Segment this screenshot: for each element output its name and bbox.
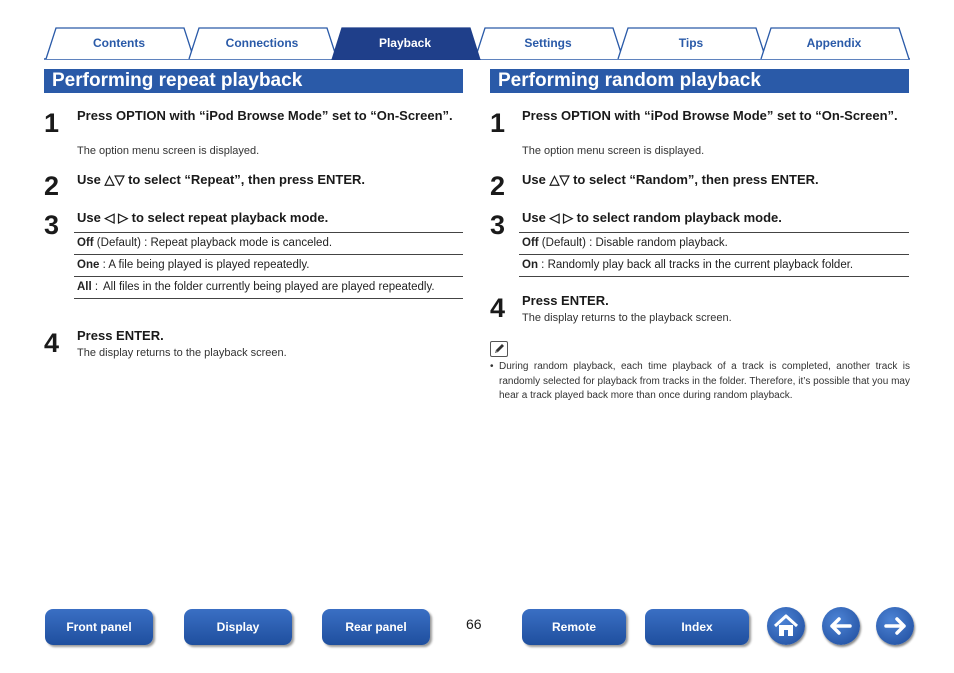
step-description: The option menu screen is displayed.	[522, 145, 705, 157]
step-title: Use △▽ to select “Random”, then press ENTER.	[522, 172, 819, 187]
step-number: 4	[44, 328, 60, 358]
table-row	[74, 233, 463, 255]
back-arrow-icon	[822, 607, 860, 645]
step-title: Press ENTER.	[77, 328, 164, 343]
table-row	[74, 255, 463, 277]
step-number: 2	[490, 171, 506, 201]
option-key: All	[77, 281, 92, 293]
tab-playback[interactable]: Playback	[378, 36, 432, 50]
page-number: 66	[466, 616, 482, 632]
option-key: On	[522, 259, 538, 271]
option-key: One	[77, 259, 100, 271]
option-text: (Default) : Repeat playback mode is canceled.	[93, 237, 333, 249]
option-text: : Randomly play back all tracks in the current playback folder.	[537, 259, 854, 271]
step-number: 4	[490, 293, 506, 323]
tab-tips[interactable]: Tips	[678, 36, 704, 50]
note-bullet: •	[490, 361, 494, 372]
rear-panel-button[interactable]: Rear panel	[322, 609, 430, 645]
section-title-repeat: Performing repeat playback	[44, 69, 463, 93]
option-key: Off	[77, 237, 94, 249]
forward-button[interactable]	[876, 607, 914, 645]
tab-connections[interactable]: Connections	[225, 36, 299, 50]
step-number: 3	[490, 210, 506, 240]
step-title: Press ENTER.	[522, 293, 609, 308]
random-options-table	[519, 232, 909, 277]
step-title: Use ◁ ▷ to select repeat playback mode.	[77, 210, 329, 225]
step-number: 1	[44, 108, 60, 138]
step-title: Press OPTION with “iPod Browse Mode” set to “On-Screen”.	[77, 108, 453, 123]
forward-arrow-icon	[876, 607, 914, 645]
step-number: 2	[44, 171, 60, 201]
option-text: All files in the folder currently being played are played repeatedly.	[101, 277, 463, 299]
note-text: During random playback, each time playback of a track is completed, another track is randomly selected for playback from tracks in the folder. Therefore, it’s possible that you may hear a track played back more than once during random playback.	[499, 361, 910, 401]
option-text: (Default) : Disable random playback.	[538, 237, 728, 249]
back-button[interactable]	[822, 607, 860, 645]
tab-contents[interactable]: Contents	[93, 36, 145, 50]
home-icon	[767, 607, 805, 645]
step-description: The option menu screen is displayed.	[77, 145, 260, 157]
option-key: Off	[522, 237, 539, 249]
step-description: The display returns to the playback screen.	[522, 312, 732, 324]
table-row	[74, 277, 463, 299]
option-text: : A file being played is played repeatedly.	[99, 259, 310, 271]
display-button[interactable]: Display	[184, 609, 292, 645]
step-title: Press OPTION with “iPod Browse Mode” set to “On-Screen”.	[522, 108, 898, 123]
step-number: 3	[44, 210, 60, 240]
step-description: The display returns to the playback screen.	[77, 347, 287, 359]
section-title-random: Performing random playback	[490, 69, 909, 93]
table-row	[519, 233, 909, 255]
tab-bar	[44, 26, 910, 60]
remote-button[interactable]: Remote	[522, 609, 626, 645]
option-separator: :	[91, 281, 99, 293]
note	[490, 360, 910, 404]
tab-settings[interactable]: Settings	[524, 36, 572, 50]
front-panel-button[interactable]: Front panel	[45, 609, 153, 645]
home-button[interactable]	[767, 607, 805, 645]
repeat-options-table	[74, 232, 463, 299]
step-title: Use ◁ ▷ to select random playback mode.	[522, 210, 782, 225]
step-title: Use △▽ to select “Repeat”, then press ENTER.	[77, 172, 366, 187]
index-button[interactable]: Index	[645, 609, 749, 645]
table-row	[519, 255, 909, 277]
tab-appendix[interactable]: Appendix	[806, 36, 862, 50]
memo-pencil-icon	[490, 341, 508, 357]
step-number: 1	[490, 108, 506, 138]
